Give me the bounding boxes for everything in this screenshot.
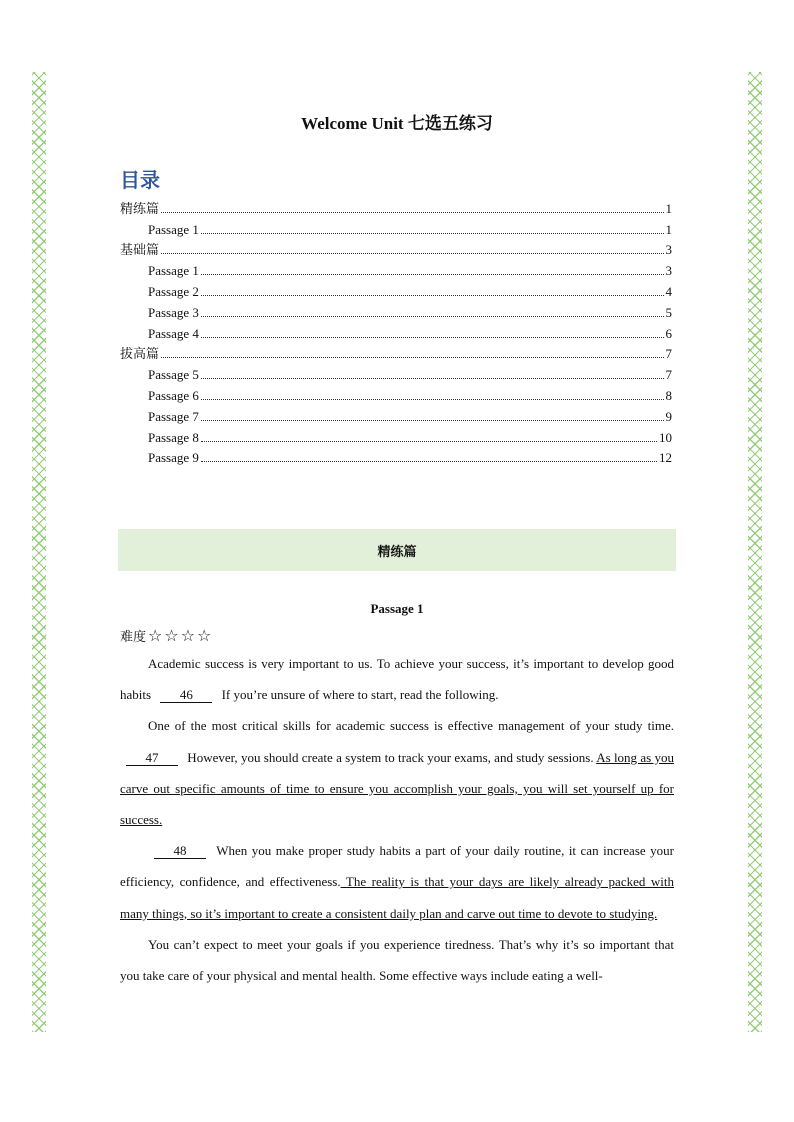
toc-entry-label: 基础篇 [120,242,160,258]
toc-entry[interactable] [120,260,672,281]
paragraph-4: You can’t expect to meet your goals if you experience tiredness. That’s why it’s so important that you take care of your physical and mental health. Some effective ways include eating a well- [120,936,674,984]
table-of-contents [120,198,672,468]
toc-entry-page: 10 [659,429,672,445]
toc-entry[interactable] [120,198,672,219]
toc-leader-dots [201,316,664,317]
underlined-sentence: As long as you carve out specific amounts of time to ensure you accomplish your goals, you will set yourself up for success. [120,749,674,828]
toc-entry-page: 8 [665,387,672,403]
toc-entry-page: 9 [665,408,672,424]
toc-entry[interactable] [120,448,672,469]
decorative-border-left [32,72,46,1032]
toc-entry[interactable] [120,344,672,365]
toc-entry[interactable] [120,281,672,302]
toc-leader-dots [201,399,664,400]
toc-entry-page: 1 [665,221,672,237]
toc-heading: 目录 [120,168,160,192]
toc-entry-label: 精练篇 [120,200,160,216]
blank-46: 46 [160,688,212,703]
toc-entry[interactable] [120,406,672,427]
toc-leader-dots [201,441,657,442]
decorative-border-right [748,72,762,1032]
difficulty-label: 难度 [120,629,147,644]
blank-48: 48 [154,844,206,859]
paragraph-text: Academic success is very important to us. To achieve your success, it’s important to develop good habits [120,656,674,703]
toc-leader-dots [201,295,664,296]
toc-entry-label: Passage 6 [148,387,199,403]
toc-entry-label: Passage 2 [148,283,199,299]
toc-leader-dots [201,378,664,379]
toc-entry-page: 3 [665,242,672,258]
toc-entry-label: Passage 5 [148,367,199,383]
toc-entry-label: Passage 3 [148,304,199,320]
toc-leader-dots [201,337,664,338]
toc-entry-label: Passage 9 [148,450,199,466]
toc-entry-label: Passage 1 [148,221,199,237]
toc-entry[interactable] [120,427,672,448]
paragraph-text: When you make proper study habits a part of your daily routine, it can increase your efficiency, confidence, and effectiveness. [120,843,674,890]
paragraph-text: However, you should create a system to track your exams, and study sessions. [184,749,597,765]
toc-entry-page: 5 [665,304,672,320]
blank-47: 47 [126,751,178,766]
section-label: 精练篇 [377,544,417,560]
toc-entry-page: 12 [659,450,672,466]
toc-leader-dots [161,357,663,358]
toc-entry-page: 6 [665,325,672,341]
toc-entry[interactable] [120,385,672,406]
toc-entry-page: 3 [665,263,672,279]
passage-title: Passage 1 [370,601,424,616]
difficulty-stars-icon: ☆☆☆☆ [148,626,214,645]
toc-leader-dots [201,420,664,421]
passage-body [120,648,674,991]
paragraph-text: If you’re unsure of where to start, read the following. [218,687,499,703]
toc-leader-dots [161,253,663,254]
underlined-sentence: The reality is that your days are likely already packed with many things, so it’s important to create a consistent daily plan and carve out time to devote to studying. [120,874,674,921]
toc-leader-dots [161,212,663,213]
toc-entry-page: 1 [665,200,672,216]
toc-entry[interactable] [120,323,672,344]
toc-entry-label: Passage 1 [148,263,199,279]
toc-leader-dots [201,461,657,462]
paragraph-3 [120,835,674,929]
toc-entry[interactable] [120,302,672,323]
toc-entry-page: 7 [665,346,672,362]
document-title: Welcome Unit 七选五练习 [301,114,493,133]
toc-entry[interactable] [120,364,672,385]
section-header [118,529,676,571]
toc-entry-label: 拔高篇 [120,346,160,362]
toc-leader-dots [201,233,664,234]
paragraph-text: One of the most critical skills for academic success is effective management of your study time. [148,718,674,734]
toc-entry-page: 7 [665,367,672,383]
toc-entry-page: 4 [665,283,672,299]
toc-leader-dots [201,274,664,275]
paragraph-2 [120,710,674,835]
toc-entry[interactable] [120,219,672,240]
toc-entry-label: Passage 4 [148,325,199,341]
toc-entry-label: Passage 8 [148,429,199,445]
toc-entry[interactable] [120,240,672,261]
paragraph-1 [120,648,674,710]
difficulty-rating [120,626,213,645]
toc-entry-label: Passage 7 [148,408,199,424]
